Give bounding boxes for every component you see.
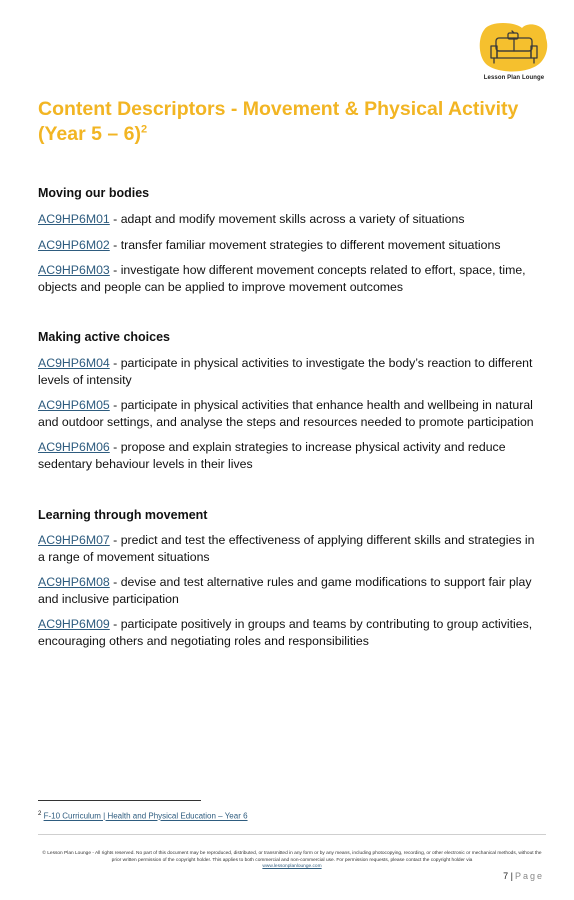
descriptor-item xyxy=(38,397,544,430)
page-title-text: Content Descriptors - Movement & Physical Activity (Year 5 – 6) xyxy=(38,98,519,145)
descriptor-item xyxy=(38,211,544,228)
title-footnote-ref[interactable]: 2 xyxy=(140,123,148,136)
descriptor-item xyxy=(38,439,544,472)
website-link[interactable]: www.lessonplanlounge.com xyxy=(262,864,322,869)
descriptor-text: - participate in physical activities that enhance health and wellbeing in natural and outdoor settings, and analyse the steps and resources needed to promote participation xyxy=(38,398,534,429)
descriptor-item xyxy=(38,532,544,565)
section-heading-learning-through-movement: Learning through movement xyxy=(38,508,208,522)
descriptor-code-link[interactable]: AC9HP6M01 xyxy=(38,212,110,226)
footnote-link[interactable]: F-10 Curriculum | Health and Physical Education – Year 6 xyxy=(43,811,248,821)
descriptor-code-link[interactable]: AC9HP6M05 xyxy=(38,398,110,412)
page-label: Page xyxy=(514,871,544,881)
descriptor-item xyxy=(38,355,544,388)
descriptor-text: - participate positively in groups and teams by contributing to group activities, encouraging others and negotiating roles and responsibilities xyxy=(38,617,533,648)
descriptor-item xyxy=(38,574,544,607)
descriptor-text: - devise and test alternative rules and game modifications to support fair play and inclusive participation xyxy=(38,575,532,606)
descriptor-text: - participate in physical activities to investigate the body’s reaction to different levels of intensity xyxy=(38,356,533,387)
page-separator: | xyxy=(510,871,513,881)
descriptor-text: - predict and test the effectiveness of applying different skills and strategies in a range of movement situations xyxy=(38,533,535,564)
logo-wordmark: Lesson Plan Lounge xyxy=(483,75,545,81)
couch-logo-icon xyxy=(476,22,550,74)
descriptor-item xyxy=(38,237,544,254)
footer-divider xyxy=(38,834,546,835)
page-number-value: 7 xyxy=(503,871,509,881)
descriptor-text: - transfer familiar movement strategies to different movement situations xyxy=(109,238,501,252)
descriptor-code-link[interactable]: AC9HP6M09 xyxy=(38,617,110,631)
footnote-divider xyxy=(38,800,201,801)
descriptor-item xyxy=(38,616,544,649)
page-number xyxy=(503,871,544,881)
descriptor-code-link[interactable]: AC9HP6M06 xyxy=(38,440,110,454)
descriptor-code-link[interactable]: AC9HP6M08 xyxy=(38,575,110,589)
descriptor-code-link[interactable]: AC9HP6M04 xyxy=(38,356,110,370)
section-heading-making-active-choices: Making active choices xyxy=(38,330,171,344)
descriptor-text: - propose and explain strategies to increase physical activity and reduce sedentary behaviour levels in their lives xyxy=(38,440,506,471)
section-heading-moving-our-bodies: Moving our bodies xyxy=(38,186,150,200)
descriptor-item xyxy=(38,262,544,295)
descriptor-code-link[interactable]: AC9HP6M07 xyxy=(38,533,110,547)
copyright-notice xyxy=(38,851,546,871)
copyright-text: © Lesson Plan Lounge - All rights reserved. No part of this document may be reproduced, distributed, or transmitted in any form or by any means, including photocopying, recording, or other electronic or mechanical methods, without the prior written permission of the copyright holder. This applies to both commercial and non-commercial use. For permission requests, please contact the copyright holder via xyxy=(42,851,542,863)
lesson-plan-lounge-logo xyxy=(476,22,550,74)
descriptor-text: - adapt and modify movement skills across a variety of situations xyxy=(109,212,465,226)
descriptor-code-link[interactable]: AC9HP6M03 xyxy=(38,263,110,277)
descriptor-text: - investigate how different movement concepts related to effort, space, time, objects and people can be applied to improve movement outcomes xyxy=(38,263,526,294)
descriptor-code-link[interactable]: AC9HP6M02 xyxy=(38,238,110,252)
footnote-number: 2 xyxy=(38,811,42,817)
footnote xyxy=(38,811,248,821)
page-title xyxy=(38,97,558,147)
